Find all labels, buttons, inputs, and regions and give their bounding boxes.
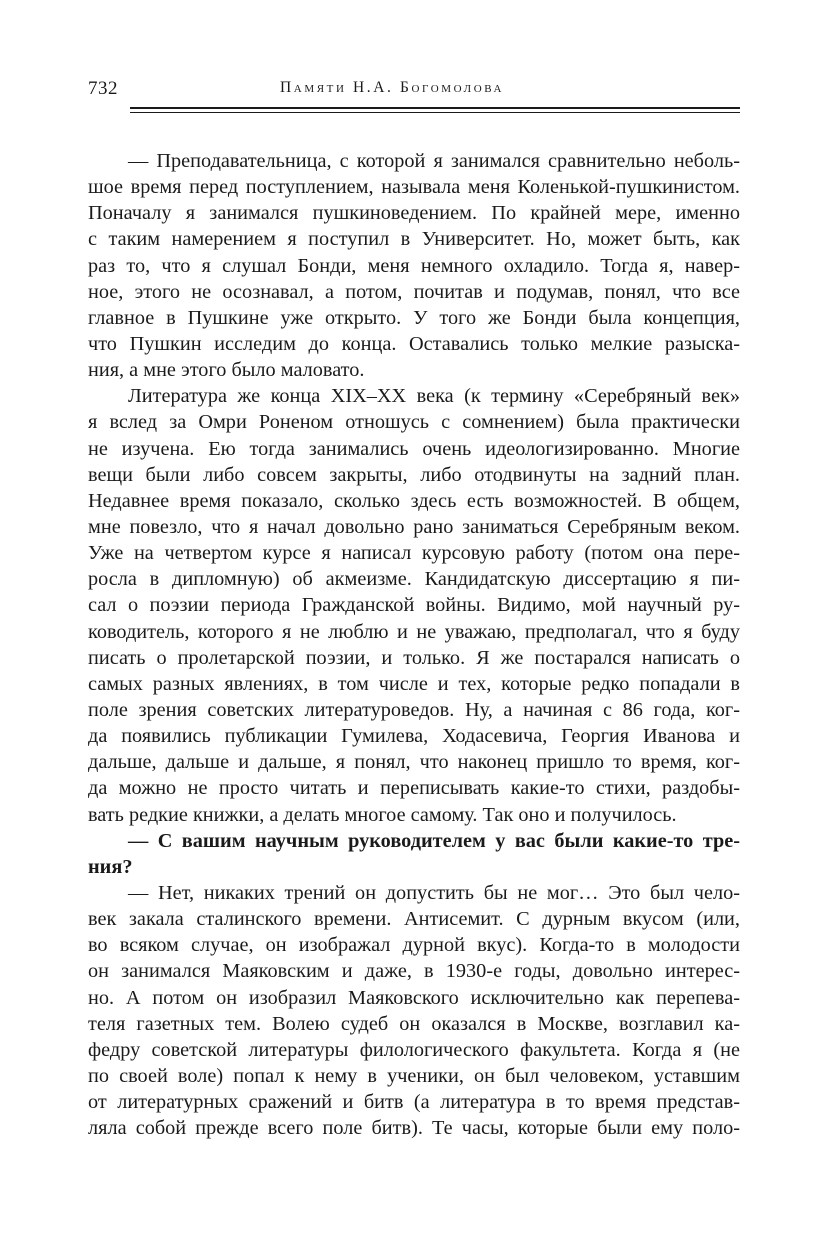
text-line: с таким намерением я поступил в Университет. Но, может быть, как: [88, 228, 740, 251]
text-line: Недавнее время показало, сколько здесь есть возможностей. В общем,: [88, 489, 740, 512]
text-line: он занимался Маяковским и даже, в 1930-е годы, довольно интерес-: [88, 960, 740, 983]
body-text: [88, 148, 740, 1141]
text-line: во всяком случае, он изображал дурной вкус). Когда-то в молодости: [88, 934, 740, 957]
text-line: вать редкие книжки, а делать многое самому. Так оно и получилось.: [88, 803, 677, 826]
text-line: век закала сталинского времени. Антисемит. С дурным вкусом (или,: [88, 908, 740, 931]
text-line: я вслед за Омри Роненом отношусь с сомнением) была практически: [88, 411, 740, 434]
text-line: но. А потом он изобразил Маяковского исключительно как перепева-: [88, 986, 740, 1009]
text-line: дальше, дальше и дальше, я понял, что наконец пришло то время, ког-: [88, 751, 740, 774]
text-line: ководитель, которого я не люблю и не уважаю, предполагал, что я буду: [88, 620, 740, 643]
text-line: росла в дипломную) об акмеизме. Кандидатскую диссертацию я пи-: [88, 568, 740, 591]
text-line: ния?: [88, 855, 133, 878]
text-line: федру советской литературы филологического факультета. Когда я (не: [88, 1038, 740, 1061]
text-line: вещи были либо совсем закрыты, либо отодвинуты на задний план.: [88, 463, 740, 486]
text-line: раз то, что я слушал Бонди, меня немного охладило. Тогда я, навер-: [88, 254, 740, 277]
text-line: — Преподавательница, с которой я занимался сравнительно неболь-: [128, 150, 740, 172]
text-line: Литература же конца XIX–XX века (к термину «Серебряный век»: [128, 385, 740, 408]
text-line: мне повезло, что я начал довольно рано заниматься Серебряным веком.: [88, 515, 740, 538]
text-line: по своей воле) попал к нему в ученики, он был человеком, уставшим: [88, 1064, 740, 1087]
text-line: ляла собой прежде всего поле битв). Те часы, которые были ему поло-: [88, 1117, 740, 1140]
text-line: ное, этого не осознавал, а потом, почитав и подумав, понял, что все: [88, 280, 740, 303]
text-line: не изучена. Ею тогда занимались очень идеологизированно. Многие: [88, 437, 740, 460]
page-number: 732: [88, 78, 118, 99]
text-line: Уже на четвертом курсе я написал курсовую работу (потом она пере-: [88, 542, 740, 565]
text-line: ния, а мне этого было маловато.: [88, 359, 365, 382]
header-rule-thick: [130, 107, 740, 109]
header-rule-thin: [130, 112, 740, 113]
text-line: что Пушкин исследим до конца. Оставались только мелкие разыска-: [88, 332, 740, 355]
text-line: теля газетных тем. Волею судеб он оказался в Москве, возглавил ка-: [88, 1012, 740, 1035]
text-line: главное в Пушкине уже открыто. У того же Бонди была концепция,: [88, 306, 740, 329]
text-line: писать о пролетарской поэзии, и только. Я же постарался написать о: [88, 646, 740, 669]
text-line: от литературных сражений и битв (а литература в то время представ-: [88, 1091, 740, 1114]
running-head: Памяти Н.А. Богомолова: [280, 79, 505, 96]
text-line: поле зрения советских литературоведов. Ну, а начиная с 86 года, ког-: [88, 698, 740, 721]
text-line: да появились публикации Гумилева, Ходасевича, Георгия Иванова и: [88, 725, 740, 748]
page-header: [88, 76, 740, 106]
text-line: — С вашим научным руководителем у вас были какие-то тре-: [128, 829, 740, 852]
text-line: самых разных явлениях, в том числе и тех, которые редко попадали в: [88, 672, 740, 695]
text-line: Поначалу я занимался пушкиноведением. По крайней мере, именно: [88, 202, 740, 225]
text-line: — Нет, никаких трений он допустить бы не мог… Это был чело-: [128, 881, 740, 904]
text-line: шое время перед поступлением, называла меня Коленькой-пушкинистом.: [88, 176, 740, 199]
text-line: сал о поэзии периода Гражданской войны. Видимо, мой научный ру-: [88, 594, 740, 617]
text-line: да можно не просто читать и переписывать какие-то стихи, раздобы-: [88, 777, 740, 800]
